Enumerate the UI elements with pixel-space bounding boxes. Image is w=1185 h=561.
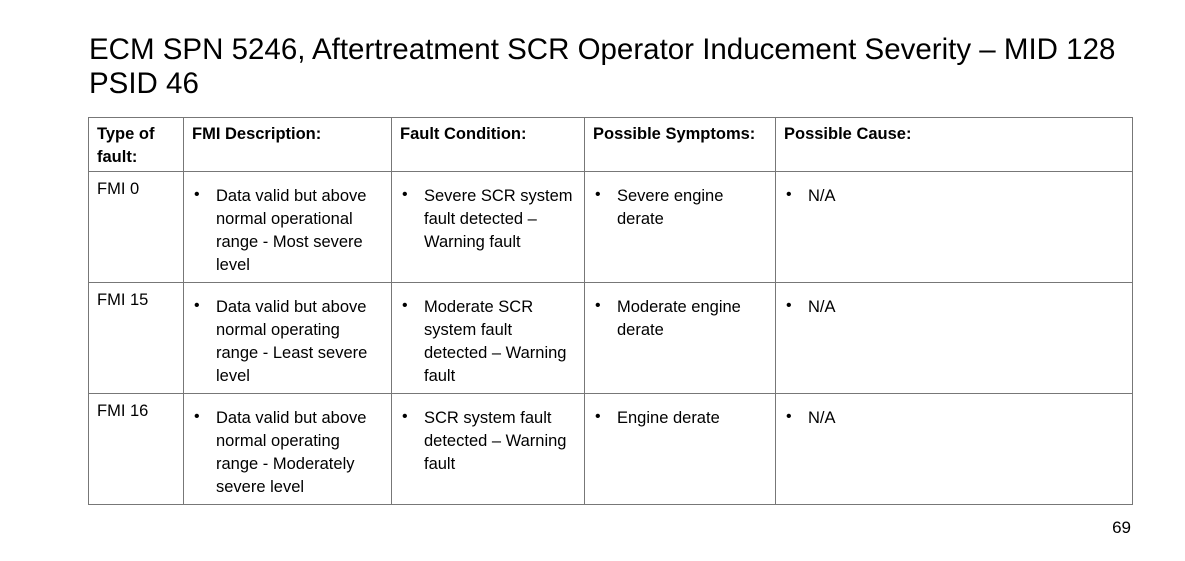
cell-possible-symptoms bbox=[585, 394, 776, 505]
cause-text: N/A bbox=[808, 298, 836, 316]
header-type-of-fault: Type of fault: bbox=[89, 118, 184, 172]
table-row bbox=[89, 172, 1133, 283]
table-row bbox=[89, 283, 1133, 394]
cell-possible-symptoms bbox=[585, 283, 776, 394]
symptoms-text: Engine derate bbox=[617, 409, 720, 427]
symptoms-text: Severe engine derate bbox=[617, 187, 724, 228]
bullet-icon: • bbox=[786, 408, 792, 425]
symptoms-text: Moderate engine derate bbox=[617, 298, 741, 339]
description-text: Data valid but above normal operating range - Moderately severe level bbox=[216, 409, 367, 496]
page-number: 69 bbox=[1112, 518, 1131, 537]
cell-fault-condition bbox=[392, 172, 585, 283]
cell-possible-cause bbox=[776, 283, 1133, 394]
table-header-row bbox=[89, 118, 1133, 172]
cell-possible-cause bbox=[776, 172, 1133, 283]
bullet-icon: • bbox=[402, 186, 408, 203]
cause-text: N/A bbox=[808, 409, 836, 427]
bullet-icon: • bbox=[786, 186, 792, 203]
bullet-icon: • bbox=[595, 297, 601, 314]
cell-fault-condition bbox=[392, 394, 585, 505]
description-text: Data valid but above normal operational range - Most severe level bbox=[216, 187, 367, 274]
bullet-icon: • bbox=[194, 186, 200, 203]
bullet-icon: • bbox=[402, 408, 408, 425]
description-text: Data valid but above normal operating range - Least severe level bbox=[216, 298, 368, 385]
header-possible-symptoms: Possible Symptoms: bbox=[585, 118, 776, 172]
bullet-icon: • bbox=[595, 186, 601, 203]
bullet-icon: • bbox=[194, 408, 200, 425]
header-fault-condition: Fault Condition: bbox=[392, 118, 585, 172]
fault-table bbox=[88, 117, 1133, 505]
condition-text: Severe SCR system fault detected – Warning fault bbox=[424, 187, 573, 251]
cell-possible-symptoms bbox=[585, 172, 776, 283]
cause-text: N/A bbox=[808, 187, 836, 205]
cell-fault-type: FMI 16 bbox=[89, 394, 184, 505]
header-possible-cause: Possible Cause: bbox=[776, 118, 1133, 172]
condition-text: SCR system fault detected – Warning fault bbox=[424, 409, 567, 473]
header-fmi-description: FMI Description: bbox=[184, 118, 392, 172]
cell-fault-type: FMI 0 bbox=[89, 172, 184, 283]
bullet-icon: • bbox=[595, 408, 601, 425]
bullet-icon: • bbox=[194, 297, 200, 314]
cell-possible-cause bbox=[776, 394, 1133, 505]
cell-fault-condition bbox=[392, 283, 585, 394]
bullet-icon: • bbox=[402, 297, 408, 314]
cell-fault-type: FMI 15 bbox=[89, 283, 184, 394]
bullet-icon: • bbox=[786, 297, 792, 314]
cell-fmi-description bbox=[184, 172, 392, 283]
page-title: ECM SPN 5246, Aftertreatment SCR Operator Inducement Severity – MID 128 PSID 46 bbox=[89, 33, 1116, 100]
table-row bbox=[89, 394, 1133, 505]
cell-fmi-description bbox=[184, 394, 392, 505]
cell-fmi-description bbox=[184, 283, 392, 394]
condition-text: Moderate SCR system fault detected – Warning fault bbox=[424, 298, 567, 385]
